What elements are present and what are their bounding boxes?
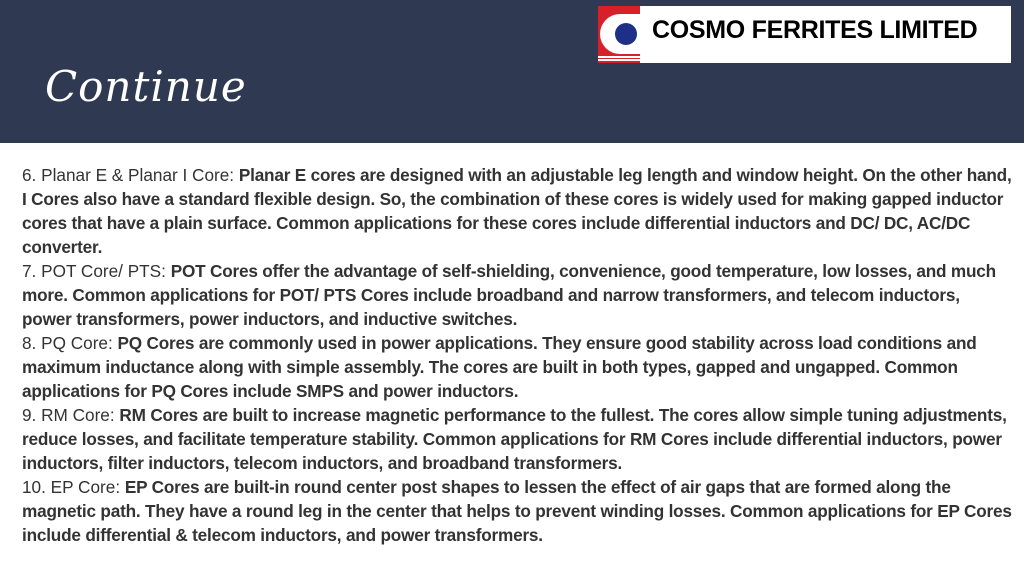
item-text: POT Cores offer the advantage of self-shielding, convenience, good temperature, low losses, and much more. Common applications for POT/ PTS Cores include broadband and narrow transformers, and telecom inductors, power transformers, power inductors, and inductive switches. (22, 261, 996, 329)
item-text: EP Cores are built-in round center post shapes to lessen the effect of air gaps that are formed along the magnetic path. They have a round leg in the center that helps to prevent winding losses. Common applications for EP Cores include differential & telecom inductors, and power transformers. (22, 477, 1012, 545)
list-item (22, 259, 1012, 331)
company-logo (598, 6, 1011, 63)
page-title: Continue (45, 62, 247, 111)
item-label: 9. RM Core: (22, 405, 120, 425)
item-text: PQ Cores are commonly used in power applications. They ensure good stability across load conditions and maximum inductance along with simple assembly. The cores are built in both types, gapped and ungapped. Common applications for PQ Cores include SMPS and power inductors. (22, 333, 977, 401)
list-item (22, 475, 1012, 547)
header-bar (0, 0, 1024, 143)
list-item (22, 403, 1012, 475)
list-item (22, 331, 1012, 403)
item-text: RM Cores are built to increase magnetic performance to the fullest. The cores allow simple tuning adjustments, reduce losses, and facilitate temperature stability. Common applications for RM Cores include differential inductors, power inductors, filter inductors, telecom inductors, and broadband transformers. (22, 405, 1007, 473)
cosmo-logo-icon (598, 6, 640, 63)
item-label: 8. PQ Core: (22, 333, 118, 353)
logo-text: COSMO FERRITES LIMITED (652, 16, 978, 44)
item-text: Planar E cores are designed with an adjustable leg length and window height. On the other hand, I Cores also have a standard flexible design. So, the combination of these cores is widely used for making gapped inductor cores that have a plain surface. Common applications for these cores include differential inductors and DC/ DC, AC/DC converter. (22, 165, 1012, 257)
item-label: 7. POT Core/ PTS: (22, 261, 171, 281)
item-label: 10. EP Core: (22, 477, 125, 497)
core-types-list (22, 163, 1012, 547)
item-label: 6. Planar E & Planar I Core: (22, 165, 239, 185)
list-item (22, 163, 1012, 259)
